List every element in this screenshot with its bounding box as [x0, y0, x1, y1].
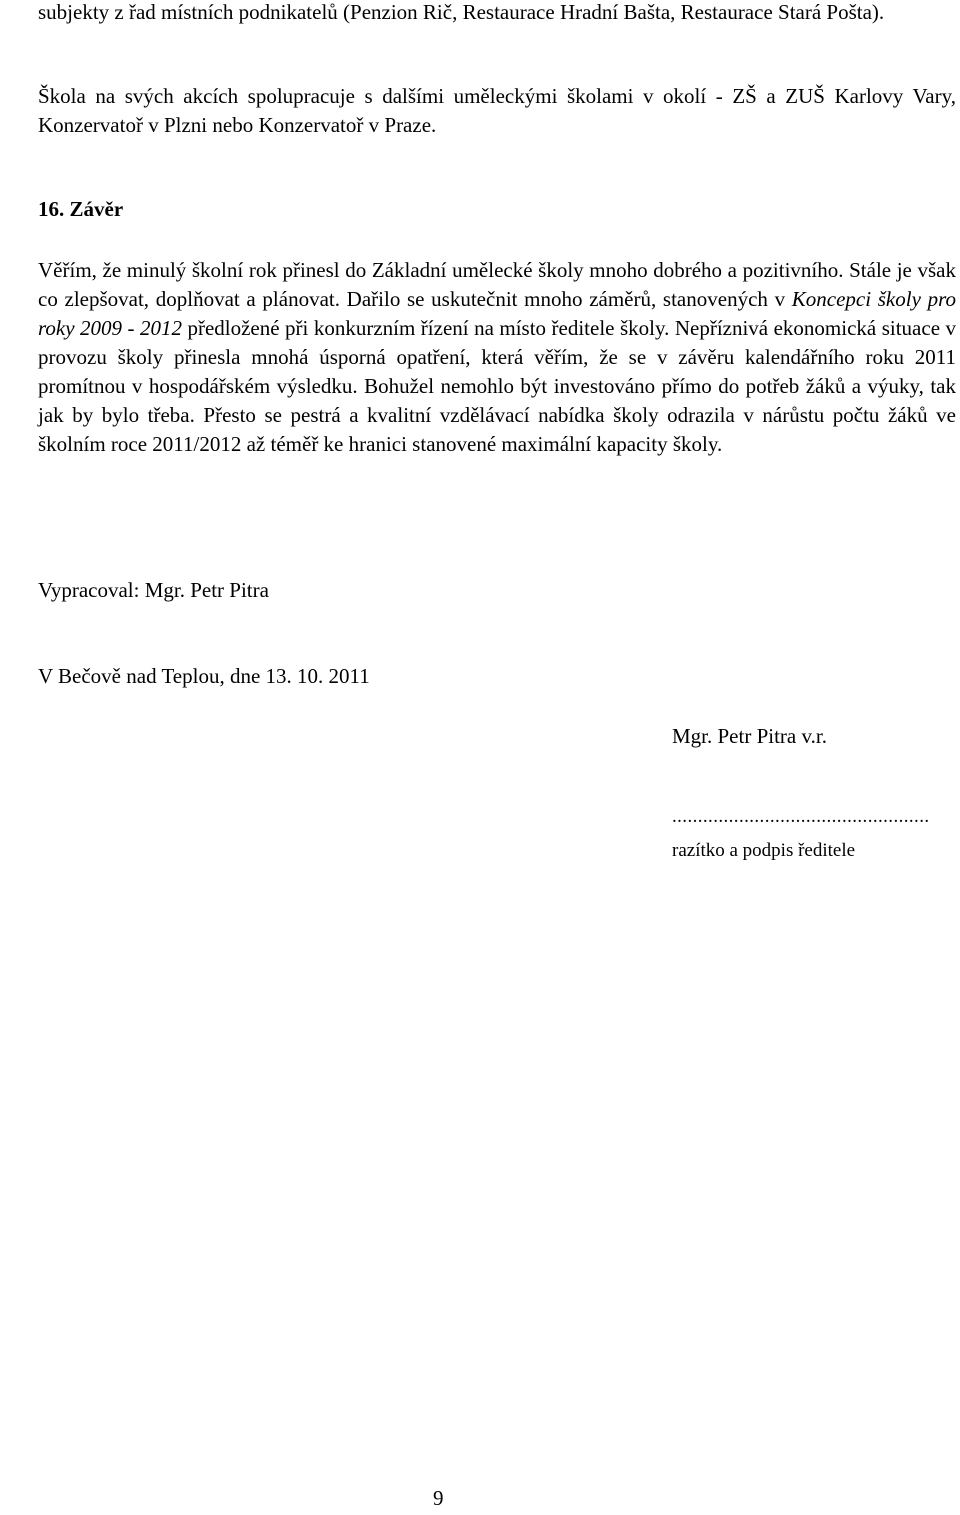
conclusion-paragraph: [38, 256, 956, 459]
section-heading: 16. Závěr: [38, 197, 124, 221]
intro-paragraph: subjekty z řad místních podnikatelů (Penzion Rič, Restaurace Hradní Bašta, Restaurace Stará Pošta).: [38, 0, 885, 24]
schools-paragraph: Škola na svých akcích spolupracuje s dalšími uměleckými školami v okolí - ZŠ a ZUŠ Karlovy Vary, Konzervatoř v Plzni nebo Konzervatoř v Praze.: [38, 84, 956, 137]
conclusion-text-part1: Věřím, že minulý školní rok přinesl do Základní umělecké školy mnoho dobrého a pozitivního. Stále je však co zlepšovat, doplňovat a plánovat. Dařilo se uskutečnit mnoho záměrů, stanovených v: [38, 258, 956, 311]
signature-line: ..................................................: [672, 806, 930, 827]
place-date: V Bečově nad Teplou, dne 13. 10. 2011: [38, 664, 370, 688]
concept-title: Koncepci školy pro roky 2009 - 2012: [38, 287, 956, 340]
conclusion-text-part2: předložené při konkurzním řízení na místo ředitele školy. Nepříznivá ekonomická situace v provozu školy přinesla mnohá úsporná opatření, která věřím, že se v závěru kalendářního roku 2011 promítnou v hospodářském výsledku. Bohužel nemohlo být investováno přímo do potřeb žáků a výuky, tak jak by bylo třeba. Přesto se pestrá a kvalitní vzdělávací nabídka školy odrazila v nárůstu počtu žáků ve školním roce 2011/2012 až téměř ke hranici stanovené maximální kapacity školy.: [38, 316, 956, 456]
signature-label: razítko a podpis ředitele: [672, 840, 856, 861]
signatory-name: Mgr. Petr Pitra v.r.: [672, 724, 827, 748]
prepared-by: Vypracoval: Mgr. Petr Pitra: [38, 578, 269, 602]
page-number: 9: [433, 1486, 444, 1510]
